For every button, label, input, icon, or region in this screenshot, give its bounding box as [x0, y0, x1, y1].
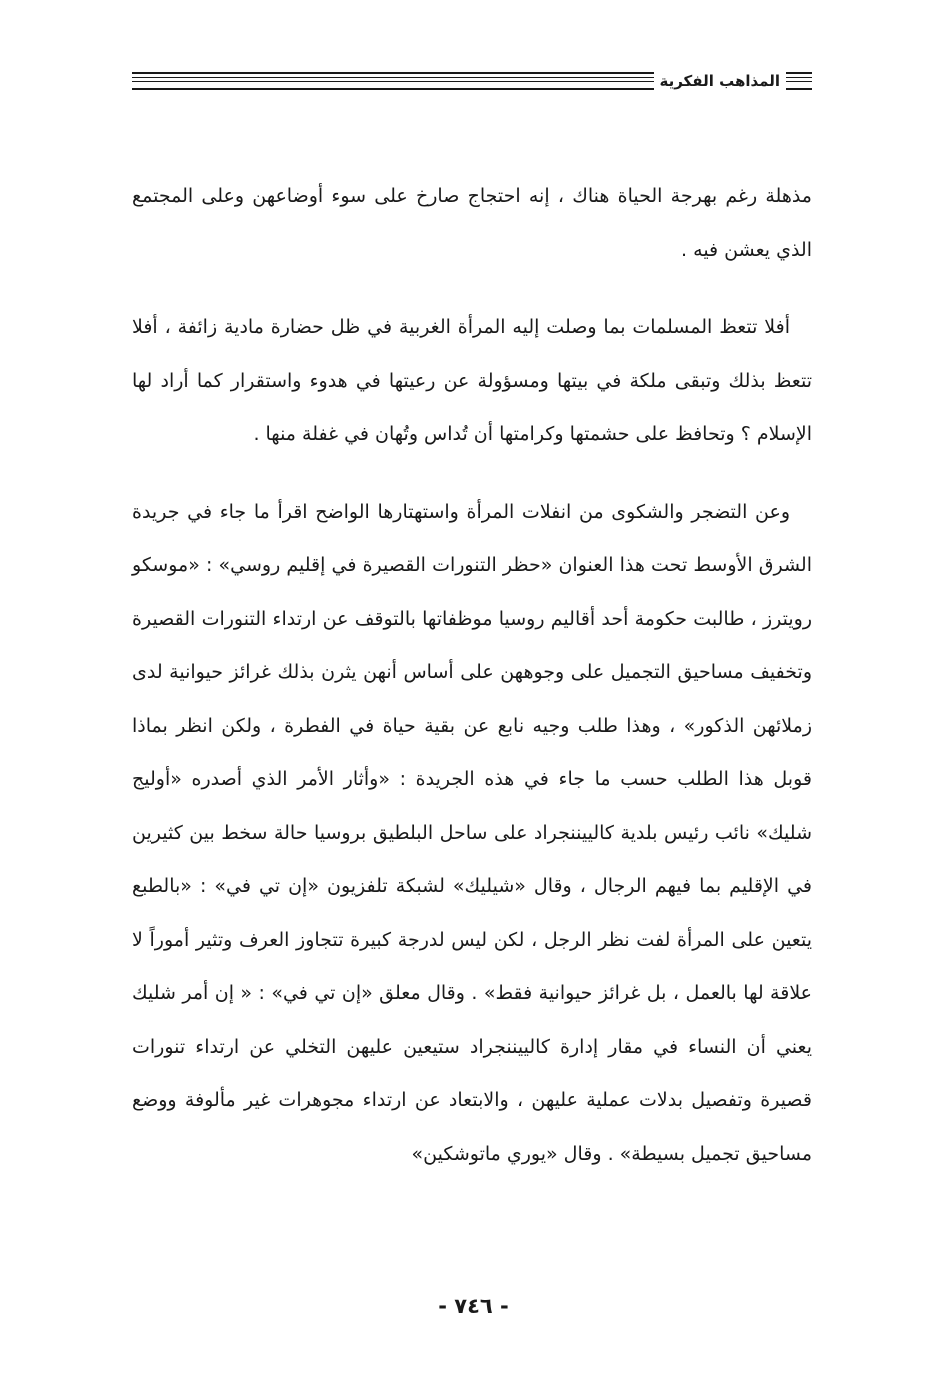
page-number: - ٧٤٦ - — [438, 1294, 509, 1318]
running-header — [132, 66, 812, 96]
header-ornament-rule — [786, 72, 812, 90]
paragraph-1: مذهلة رغم بهرجة الحياة هناك ، إنه احتجاج صارخ على سوء أوضاعهن وعلى المجتمع الذي يعشن فيه . — [132, 185, 812, 261]
page-body — [132, 170, 812, 1181]
header-title: المذاهب الفكرية — [659, 72, 780, 90]
paragraph-3: وعن التضجر والشكوى من انفلات المرأة واستهتارها الواضح اقرأ ما جاء في جريدة الشرق الأوسط تحت هذا العنوان «حظر التنورات القصيرة في إقليم روسي» : «موسكو رويترز ، طالبت حكومة أحد أقاليم روسيا موظفاتها بالتوقف عن ارتداء التنورات القصيرة وتخفيف مساحيق التجميل على وجوههن على أساس أنهن يثرن بذلك غرائز حيوانية لدى زملائهن الذكور» ، وهذا طلب وجيه نابع عن بقية حياة في الفطرة ، ولكن انظر بماذا قوبل هذا الطلب حسب ما جاء في هذه الجريدة : «وأثار الأمر الذي أصدره «أوليج شليك» نائب رئيس بلدية كالييننجراد على ساحل البلطيق بروسيا حالة سخط بين كثيرين في الإقليم بما فيهم الرجال ، وقال «شيليك» لشبكة تلفزيون «إن تي في» : «بالطبع يتعين على المرأة لفت نظر الرجل ، لكن ليس لدرجة كبيرة تتجاوز العرف وتثير أموراً لا علاقة لها بالعمل ، بل غرائز حيوانية فقط» . وقال معلق «إن تي في» : « إن أمر شليك يعني أن النساء في مقار إدارة كالييننجراد ستيعين عليهن التخلي عن ارتداء تنورات قصيرة وتفصيل بدلات عملية عليهن ، والابتعاد عن ارتداء مجوهرات غير مألوفة ووضع مساحيق تجميل بسيطة» . وقال «يوري ماتوشكين» — [132, 500, 812, 1165]
paragraph-2: أفلا تتعظ المسلمات بما وصلت إليه المرأة الغربية في ظل حضارة مادية زائفة ، أفلا تتعظ بذلك وتبقى ملكة في بيتها ومسؤولة عن رعيتها في هدوء واستقرار كما أراد لها الإسلام ؟ وتحافظ على حشمتها وكرامتها أن تُداس وتُهان في غفلة منها . — [132, 316, 812, 445]
header-rule — [132, 72, 654, 90]
